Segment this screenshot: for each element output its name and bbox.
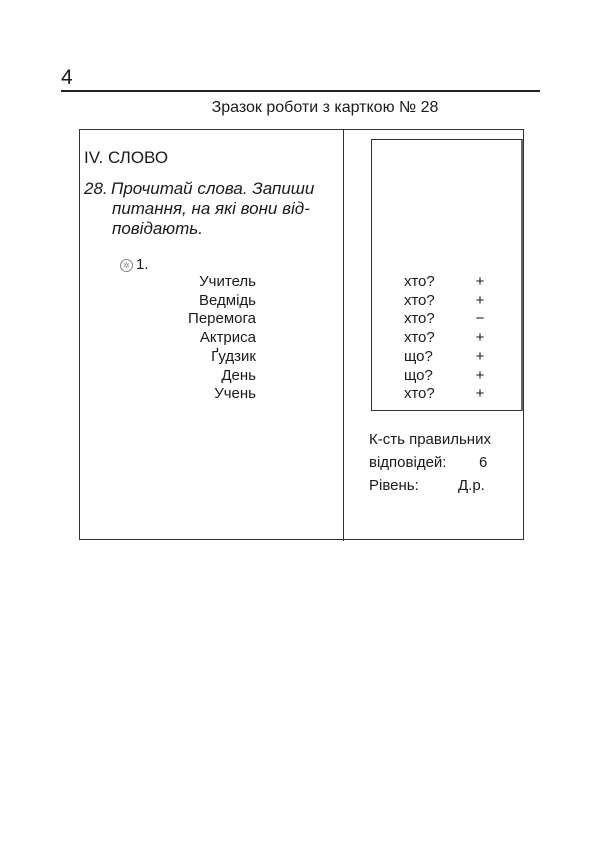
task-line-2: питання, на які вони від- <box>112 199 310 218</box>
task-number: 28. <box>84 179 108 198</box>
answer-mark: + <box>475 329 485 347</box>
answer-row <box>404 348 486 367</box>
result-summary <box>369 428 491 497</box>
answer-mark: − <box>475 310 485 328</box>
word: День <box>221 366 256 384</box>
correct-count-label: К-сть правильних <box>369 431 491 448</box>
answer-mark: + <box>475 291 485 309</box>
page-number: 4 <box>61 66 73 89</box>
answer-row <box>404 367 486 386</box>
item-label: 1. <box>136 256 149 273</box>
word: Ведмідь <box>199 291 256 309</box>
word-list <box>150 273 256 404</box>
answer-question: хто? <box>404 273 435 290</box>
correct-count-label-2: відповідей: <box>369 454 447 471</box>
word: Актриса <box>199 329 256 347</box>
level-label: Рівень: <box>369 477 419 494</box>
header-rule <box>61 90 540 92</box>
word: Ґудзик <box>211 347 256 365</box>
answer-mark: + <box>475 347 485 365</box>
section-title: IV. СЛОВО <box>84 148 169 167</box>
word: Учень <box>214 385 256 403</box>
answer-row <box>404 273 486 292</box>
answer-question: хто? <box>404 385 435 403</box>
answer-row <box>404 329 486 348</box>
word: Перемога <box>188 310 256 328</box>
answer-row <box>404 292 486 311</box>
answer-row <box>404 385 486 404</box>
answer-mark: + <box>475 273 485 290</box>
caption: Зразок роботи з карткою № 28 <box>211 99 439 116</box>
column-divider <box>343 129 344 541</box>
item-heading <box>120 256 149 274</box>
answer-question: що? <box>404 347 433 365</box>
answer-question: хто? <box>404 291 435 309</box>
answer-mark: + <box>475 385 485 403</box>
task-instruction <box>84 179 339 239</box>
answer-row <box>404 310 486 329</box>
task-line-1: 28. Прочитай слова. Запиши <box>84 179 315 198</box>
word: Учитель <box>199 273 256 290</box>
answer-question: хто? <box>404 329 435 347</box>
disk-icon: ✲ <box>120 259 133 272</box>
answer-question: хто? <box>404 310 435 328</box>
level-value: Д.р. <box>458 477 485 494</box>
task-line-3: повідають. <box>112 219 203 238</box>
answer-mark: + <box>475 366 485 384</box>
correct-count-value: 6 <box>479 454 488 471</box>
answer-question: що? <box>404 366 433 384</box>
answer-list <box>404 273 486 404</box>
